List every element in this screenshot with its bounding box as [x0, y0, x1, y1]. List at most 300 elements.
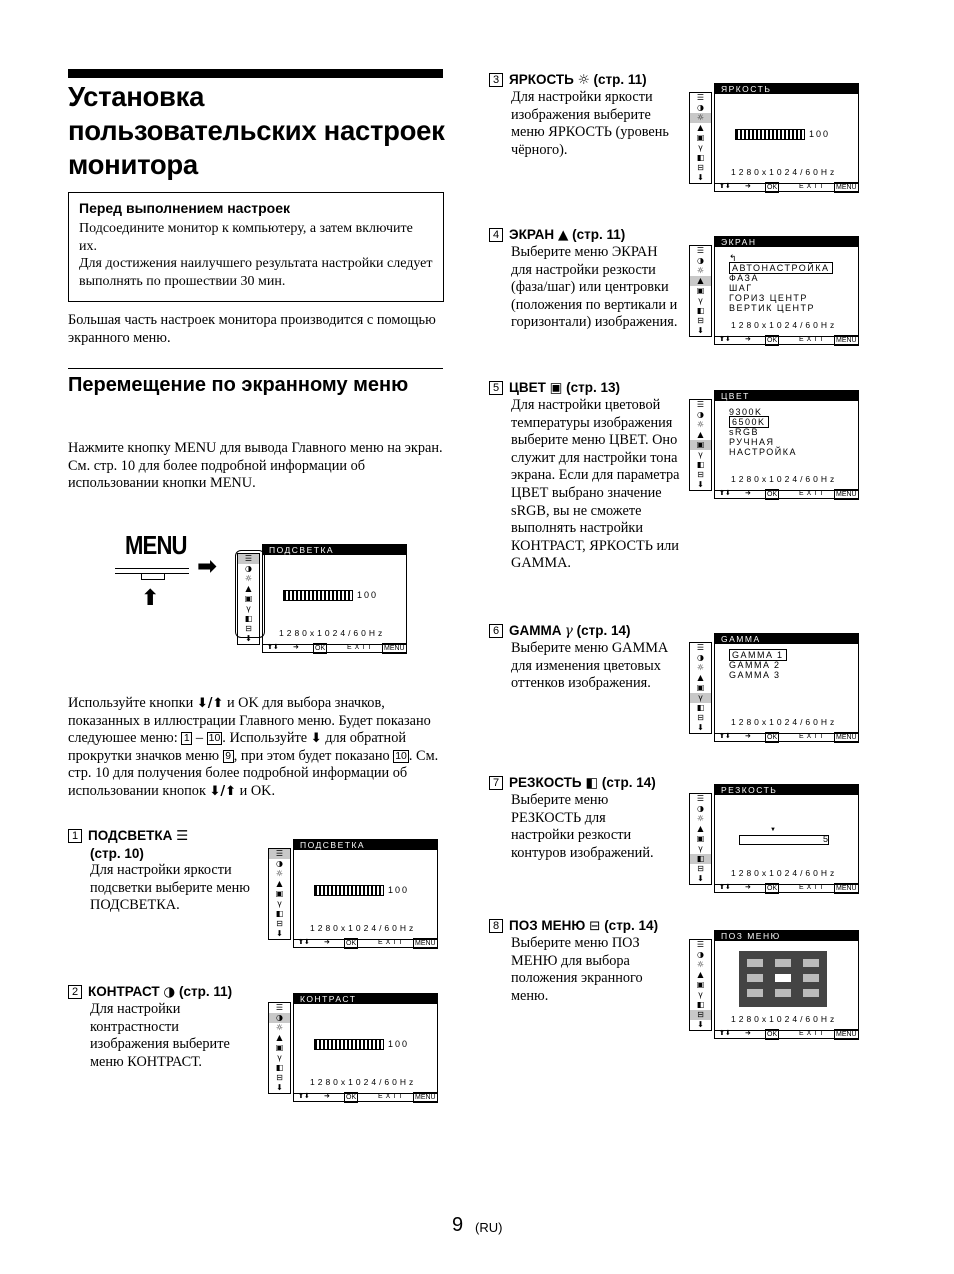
osd-menu-key: MENU	[836, 885, 857, 892]
osd-footer	[293, 1094, 438, 1102]
osd-window	[293, 993, 438, 1094]
osd-exit: EXIT	[799, 336, 827, 343]
contrast-icon: ◑	[697, 950, 704, 959]
usage-e: , при этом будет показано	[233, 747, 390, 764]
osd-level-bar	[283, 590, 353, 601]
color-icon: ▣	[696, 683, 705, 692]
osd-position-cell	[775, 989, 791, 997]
osd-resolution: 1280x1024/60Hz	[731, 868, 838, 878]
osd-menu-item-label: АВТОНАСТРОЙКА	[729, 262, 833, 274]
ref-box-10b: 10	[395, 749, 407, 762]
gamma-icon: γ	[690, 693, 711, 703]
item-sharpness	[489, 774, 689, 862]
osd-footer	[293, 940, 438, 948]
osd-gamma	[689, 633, 859, 742]
item-number: 4	[489, 228, 503, 242]
osd-value: 100	[809, 129, 831, 139]
osd-menu-item-label: 9300K	[729, 407, 763, 417]
color-icon: ▣	[696, 286, 705, 295]
osd-window	[714, 784, 859, 885]
osd-icon-column	[689, 642, 712, 734]
osd-window	[714, 390, 859, 491]
usage-b: и OK для выбора значков, показанных в иллюстрации Главного меню. Будет показано следуюшее меню:	[68, 695, 431, 747]
sharpness-icon: ◧	[696, 153, 705, 162]
gamma-icon: γ	[564, 623, 573, 639]
osd-updown-keys: ⬆⬇	[298, 939, 310, 946]
osd-menu-item	[729, 293, 833, 303]
osd-title: КОНТРАСТ	[294, 994, 437, 1004]
osd-menu-item-label: ФАЗА	[729, 273, 759, 283]
osd-title: GAMMA	[715, 634, 858, 644]
item-body: Выберите меню РЕЗКОСТЬ для настройки резкости контуров изображений.	[511, 792, 654, 861]
screen-icon: ▲	[697, 430, 704, 439]
osd-menu-key: MENU	[415, 1094, 436, 1101]
contrast-icon: ◑	[697, 256, 704, 265]
item-ref: (стр. 14)	[576, 623, 631, 638]
osd-title: ПОДСВЕТКА	[263, 545, 406, 555]
down-arrow-icon: ⬇	[310, 731, 322, 747]
osd-brightness	[689, 83, 859, 192]
osd-menu-list	[729, 650, 787, 680]
backlight-icon: ☰	[696, 794, 705, 803]
sharpness-icon: ◧	[244, 614, 253, 623]
more-down-icon: ⬇	[697, 326, 704, 335]
osd-updown-keys: ⬆⬇	[719, 183, 731, 190]
osd-icon-column	[689, 245, 712, 337]
osd-title: ЯРКОСТЬ	[715, 84, 858, 94]
osd-menu-item	[729, 263, 833, 273]
item-body: Для настройки яркости подсветки выберите меню ПОДСВЕТКА.	[90, 862, 250, 914]
item-number: 1	[68, 829, 82, 843]
menu-position-icon: ⊟	[697, 864, 704, 873]
item-title: КОНТРАСТ	[88, 984, 160, 999]
osd-title: ПОЗ МЕНЮ	[715, 931, 858, 941]
osd-menu-item	[729, 417, 797, 427]
item-number: 6	[489, 624, 503, 638]
down-up-arrows-icon-2: ⬇/⬆	[209, 783, 237, 799]
menu-position-icon: ⊟	[245, 624, 252, 633]
color-icon: ▣	[275, 1043, 284, 1052]
osd-menu-key: MENU	[836, 734, 857, 741]
backlight-icon: ☰	[176, 828, 189, 844]
item-ref: (стр. 11)	[572, 227, 626, 242]
sharpness-icon: ◧	[690, 854, 711, 864]
sharpness-icon: ◧	[696, 1000, 705, 1009]
osd-screen	[689, 236, 859, 345]
osd-menu-position	[689, 930, 859, 1039]
brightness-icon: ☼	[577, 72, 590, 88]
usage-c: . Используйте	[222, 730, 308, 747]
brightness-icon: ☼	[696, 663, 705, 672]
osd-arrow: ➜	[745, 183, 751, 190]
osd-icon-column	[268, 1002, 291, 1094]
osd-menu-item-label: РУЧНАЯ	[729, 437, 775, 447]
osd-menu-key: MENU	[415, 940, 436, 947]
osd-value: 100	[357, 590, 379, 600]
osd-value: 100	[388, 885, 410, 895]
osd-value: 100	[388, 1039, 410, 1049]
right-arrow-icon: ➡	[197, 552, 218, 580]
osd-menu-key: MENU	[836, 184, 857, 191]
osd-menu-item-label: GAMMA 2	[729, 660, 781, 670]
osd-ok-key: OK	[767, 1031, 778, 1038]
osd-ok-key: OK	[315, 645, 326, 652]
osd-menu-key: MENU	[836, 337, 857, 344]
brightness-icon: ☼	[696, 420, 705, 429]
item-heading	[489, 71, 689, 89]
osd-menu-item-label: ГОРИЗ ЦЕНТР	[729, 293, 808, 303]
osd-menu-item	[729, 650, 787, 660]
osd-ok-key: OK	[767, 184, 778, 191]
gamma-icon: γ	[277, 899, 282, 908]
osd-resolution: 1280x1024/60Hz	[310, 923, 417, 933]
more-down-icon: ⬇	[697, 1020, 704, 1029]
more-down-icon: ⬇	[697, 874, 704, 883]
osd-window	[714, 633, 859, 734]
osd-position-cell	[803, 974, 819, 982]
osd-resolution: 1280x1024/60Hz	[731, 717, 838, 727]
osd-arrow: ➜	[324, 939, 330, 946]
item-title: ПОЗ МЕНЮ	[509, 918, 586, 933]
osd-menu-key: MENU	[384, 645, 405, 652]
osd-sharpness	[689, 784, 859, 893]
osd-footer	[714, 184, 859, 192]
item-title: РЕЗКОСТЬ	[509, 775, 582, 790]
osd-updown-keys: ⬆⬇	[719, 336, 731, 343]
brightness-icon: ☼	[690, 113, 711, 123]
osd-menu-item	[729, 670, 787, 680]
osd-window	[714, 930, 859, 1031]
osd-main-menu	[237, 544, 407, 653]
menu-button	[141, 573, 165, 580]
osd-footer	[714, 885, 859, 893]
item-title: ЦВЕТ	[509, 380, 546, 395]
contrast-icon: ◑	[697, 103, 704, 112]
osd-footer	[262, 645, 407, 653]
more-down-icon: ⬇	[697, 723, 704, 732]
item-contrast	[68, 983, 258, 1071]
backlight-icon: ☰	[238, 554, 259, 564]
usage-f: . См. стр. 10 для получения более подробной информации об использовании кнопок	[68, 747, 439, 799]
screen-icon: ▲	[276, 879, 283, 888]
osd-footer	[714, 734, 859, 742]
sharpness-icon: ◧	[696, 703, 705, 712]
ref-box-1: 1	[181, 732, 192, 745]
osd-menu-item	[729, 447, 797, 457]
osd-exit: EXIT	[799, 884, 827, 891]
osd-exit: EXIT	[799, 733, 827, 740]
osd-position-cell	[747, 959, 763, 967]
osd-exit: EXIT	[378, 939, 406, 946]
brightness-icon: ☼	[275, 1023, 284, 1032]
backlight-icon: ☰	[696, 940, 705, 949]
osd-menu-item	[729, 283, 833, 293]
color-icon: ▣	[244, 594, 253, 603]
item-body: Выберите меню ЭКРАН для настройки резкости (фаза/шаг) или центровки (положения по вертикали и горизонтали) изображения.	[511, 244, 678, 331]
backlight-icon: ☰	[696, 93, 705, 102]
osd-level-bar	[314, 885, 384, 896]
screen-icon: ▲	[697, 673, 704, 682]
item-body: Для настройки цветовой температуры изображения выберите меню ЦВЕТ. Оно служит для настройки тона экрана. Если для параметра ЦВЕТ выбрано значение sRGB, вы не сможете выполнять настройки КОНТРАСТ, ЯРКОСТЬ или GAMMA.	[511, 397, 680, 572]
osd-resolution: 1280x1024/60Hz	[731, 474, 838, 484]
item-ref: (стр. 13)	[566, 380, 621, 395]
osd-footer	[714, 491, 859, 499]
osd-ok-key: OK	[346, 940, 357, 947]
osd-updown-keys: ⬆⬇	[719, 1030, 731, 1037]
screen-icon: ▲	[245, 584, 252, 593]
color-icon: ▣	[696, 980, 705, 989]
osd-position-cell	[775, 974, 791, 982]
osd-arrow: ➜	[293, 644, 299, 651]
osd-title: ЦВЕТ	[715, 391, 858, 401]
more-down-icon: ⬇	[697, 173, 704, 182]
item-body: Для настройки контрастности изображения выберите меню КОНТРАСТ.	[90, 1001, 230, 1070]
item-ref: (стр. 11)	[593, 72, 647, 87]
contrast-icon: ◑	[245, 564, 252, 573]
usage-d: для обратной прокрутки значков меню	[68, 730, 406, 764]
osd-resolution: 1280x1024/60Hz	[279, 628, 386, 638]
gamma-icon: γ	[698, 990, 703, 999]
before-settings-heading: Перед выполнением настроек	[79, 200, 291, 216]
item-heading	[68, 827, 258, 845]
osd-resolution: 1280x1024/60Hz	[731, 1014, 838, 1024]
sharpness-icon: ◧	[696, 306, 705, 315]
menu-position-icon: ⊟	[276, 919, 283, 928]
osd-title: РЕЗКОСТЬ	[715, 785, 858, 795]
item-gamma	[489, 622, 689, 693]
usage-a: Используйте кнопки	[68, 695, 194, 711]
item-body: Выберите меню ПОЗ МЕНЮ для выбора положения экранного меню.	[511, 935, 643, 1004]
gamma-icon: γ	[698, 844, 703, 853]
osd-menu-item-label: 6500K	[729, 416, 769, 428]
item-backlight	[68, 827, 258, 915]
osd-exit: EXIT	[799, 183, 827, 190]
more-down-icon: ⬇	[697, 480, 704, 489]
menu-position-icon: ⊟	[697, 470, 704, 479]
menu-position-icon: ⊟	[690, 1010, 711, 1020]
menu-label: MENU	[125, 530, 187, 560]
osd-menu-list	[729, 253, 833, 313]
title-rule	[68, 69, 443, 78]
osd-exit: EXIT	[347, 644, 375, 651]
item-number: 7	[489, 776, 503, 790]
screen-icon: ▲	[697, 123, 704, 132]
brightness-icon: ☼	[696, 266, 705, 275]
osd-level-bar	[314, 1039, 384, 1050]
ref-box-9: 9	[223, 750, 234, 763]
osd-backlight	[268, 839, 438, 948]
usage-g: и OK.	[239, 782, 276, 799]
item-title: ПОДСВЕТКА	[88, 828, 173, 843]
item-brightness	[489, 71, 689, 159]
before-settings-p1: Подсоедините монитор к компьютеру, а затем включите их.	[79, 221, 413, 254]
item-body: Для настройки яркости изображения выберите меню ЯРКОСТЬ (уровень чёрного).	[511, 89, 669, 158]
item-number: 3	[489, 73, 503, 87]
item-body: Выберите меню GAMMA для изменения цветовых оттенков изображения.	[511, 640, 668, 692]
osd-updown-keys: ⬆⬇	[719, 490, 731, 497]
osd-icon-column	[689, 939, 712, 1031]
brightness-icon: ☼	[275, 869, 284, 878]
osd-icon-column	[689, 92, 712, 184]
osd-menu-list	[729, 407, 797, 457]
osd-position-cell	[803, 959, 819, 967]
osd-sharpness-bar	[739, 835, 829, 845]
menu-position-icon: ⊟	[276, 1073, 283, 1082]
osd-position-cell	[747, 989, 763, 997]
osd-arrow: ➜	[745, 884, 751, 891]
osd-sharpness-pointer: ▼	[770, 827, 776, 833]
backlight-icon: ☰	[696, 643, 705, 652]
osd-icon-column	[689, 793, 712, 885]
color-icon: ▣	[696, 834, 705, 843]
color-icon: ▣	[690, 440, 711, 450]
gamma-icon: γ	[698, 296, 703, 305]
osd-menu-item	[729, 427, 797, 437]
osd-position-cell	[803, 989, 819, 997]
osd-exit: EXIT	[799, 1030, 827, 1037]
screen-icon: ▲	[557, 227, 569, 243]
item-ref: (стр. 10)	[90, 846, 144, 861]
osd-ok-key: OK	[346, 1094, 357, 1101]
osd-menu-key: MENU	[836, 491, 857, 498]
osd-menu-item	[729, 660, 787, 670]
osd-level-bar	[735, 129, 805, 140]
backlight-icon: ☰	[696, 400, 705, 409]
osd-icon-column	[689, 399, 712, 491]
item-screen	[489, 226, 689, 332]
contrast-icon: ◑	[697, 410, 704, 419]
color-icon: ▣	[275, 889, 284, 898]
menu-position-icon: ⊟	[589, 918, 601, 934]
color-icon: ▣	[696, 133, 705, 142]
osd-window	[714, 83, 859, 184]
backlight-icon: ☰	[269, 849, 290, 859]
item-heading	[489, 226, 689, 244]
osd-ok-key: OK	[767, 337, 778, 344]
osd-menu-item-label: GAMMA 3	[729, 670, 781, 680]
up-arrow-icon: ⬆	[141, 586, 160, 611]
nav-paragraph: Нажмите кнопку MENU для вывода Главного меню на экран. См. стр. 10 для более подробной информации об использовании кнопки MENU.	[68, 440, 443, 492]
osd-resolution: 1280x1024/60Hz	[731, 320, 838, 330]
down-up-arrows-icon: ⬇/⬆	[196, 696, 224, 711]
osd-menu-item	[729, 437, 797, 447]
page-title: Установка пользовательских настроек монитора	[68, 81, 445, 180]
sharpness-icon: ◧	[696, 460, 705, 469]
osd-position-cell	[747, 974, 763, 982]
menu-position-icon: ⊟	[697, 713, 704, 722]
before-settings-p2: Для достижения наилучшего результата настройки следует выполнять по прошествии 30 мин.	[79, 256, 433, 289]
item-number: 2	[68, 985, 82, 999]
menu-position-icon: ⊟	[697, 163, 704, 172]
osd-menu-item-label: sRGB	[729, 427, 760, 437]
screen-icon: ▲	[697, 824, 704, 833]
item-heading	[489, 774, 689, 792]
gamma-icon: γ	[698, 143, 703, 152]
osd-position-grid	[739, 951, 827, 1007]
item-heading	[489, 622, 689, 640]
item-number: 8	[489, 919, 503, 933]
page-language: (RU)	[475, 1220, 503, 1235]
item-heading	[68, 983, 258, 1001]
item-title: ЭКРАН	[509, 227, 555, 242]
ref-box-10: 10	[208, 732, 221, 745]
sharpness-icon: ◧	[275, 909, 284, 918]
more-down-icon: ⬇	[245, 634, 252, 643]
brightness-icon: ☼	[696, 960, 705, 969]
brightness-icon: ☼	[244, 574, 253, 583]
osd-title: ПОДСВЕТКА	[294, 840, 437, 850]
page-number: 9	[452, 1214, 464, 1236]
item-ref: (стр. 14)	[601, 775, 656, 790]
osd-arrow: ➜	[324, 1093, 330, 1100]
usage-paragraph	[68, 695, 446, 801]
osd-sharpness-value: 5	[823, 834, 829, 844]
item-title: GAMMA	[509, 623, 561, 638]
osd-arrow: ➜	[745, 1030, 751, 1037]
brightness-icon: ☼	[696, 814, 705, 823]
osd-contrast	[268, 993, 438, 1102]
usage-dash: –	[195, 730, 204, 747]
contrast-icon: ◑	[269, 1013, 290, 1023]
more-down-icon: ⬇	[276, 929, 283, 938]
gamma-icon: γ	[246, 604, 251, 613]
osd-window	[714, 236, 859, 337]
osd-menu-item-label: GAMMA 1	[729, 649, 787, 661]
gamma-icon: γ	[277, 1053, 282, 1062]
item-heading	[489, 917, 689, 935]
contrast-icon: ◑	[163, 984, 176, 1000]
osd-menu-item	[729, 273, 833, 283]
osd-menu-item-label: НАСТРОЙКА	[729, 447, 798, 457]
section-title: Перемещение по экранному меню	[68, 374, 409, 396]
item-color	[489, 379, 689, 573]
button-surface-line	[115, 568, 189, 569]
osd-footer	[714, 337, 859, 345]
osd-updown-keys: ⬆⬇	[298, 1093, 310, 1100]
osd-arrow: ➜	[745, 336, 751, 343]
osd-updown-keys: ⬆⬇	[267, 644, 279, 651]
osd-updown-keys: ⬆⬇	[719, 733, 731, 740]
sharpness-icon: ◧	[585, 775, 599, 791]
return-icon: ↰	[729, 253, 739, 263]
osd-icon-column	[268, 848, 291, 940]
section-rule	[68, 368, 443, 369]
osd-menu-item-label: ВЕРТИК ЦЕНТР	[729, 303, 815, 313]
backlight-icon: ☰	[275, 1003, 284, 1012]
osd-resolution: 1280x1024/60Hz	[731, 167, 838, 177]
more-down-icon: ⬇	[276, 1083, 283, 1092]
before-settings-box	[68, 192, 444, 302]
item-heading	[489, 379, 689, 397]
intro-paragraph: Большая часть настроек монитора производится с помощью экранного меню.	[68, 312, 436, 346]
contrast-icon: ◑	[697, 804, 704, 813]
osd-exit: EXIT	[378, 1093, 406, 1100]
menu-position-icon: ⊟	[697, 316, 704, 325]
osd-arrow: ➜	[745, 733, 751, 740]
osd-footer	[714, 1031, 859, 1039]
osd-menu-key: MENU	[836, 1031, 857, 1038]
osd-position-cell	[775, 959, 791, 967]
osd-ok-key: OK	[767, 491, 778, 498]
osd-resolution: 1280x1024/60Hz	[310, 1077, 417, 1087]
item-number: 5	[489, 381, 503, 395]
item-title: ЯРКОСТЬ	[509, 72, 574, 87]
osd-color	[689, 390, 859, 499]
osd-exit: EXIT	[799, 490, 827, 497]
osd-window	[293, 839, 438, 940]
screen-icon: ▲	[697, 970, 704, 979]
color-icon: ▣	[549, 380, 563, 396]
